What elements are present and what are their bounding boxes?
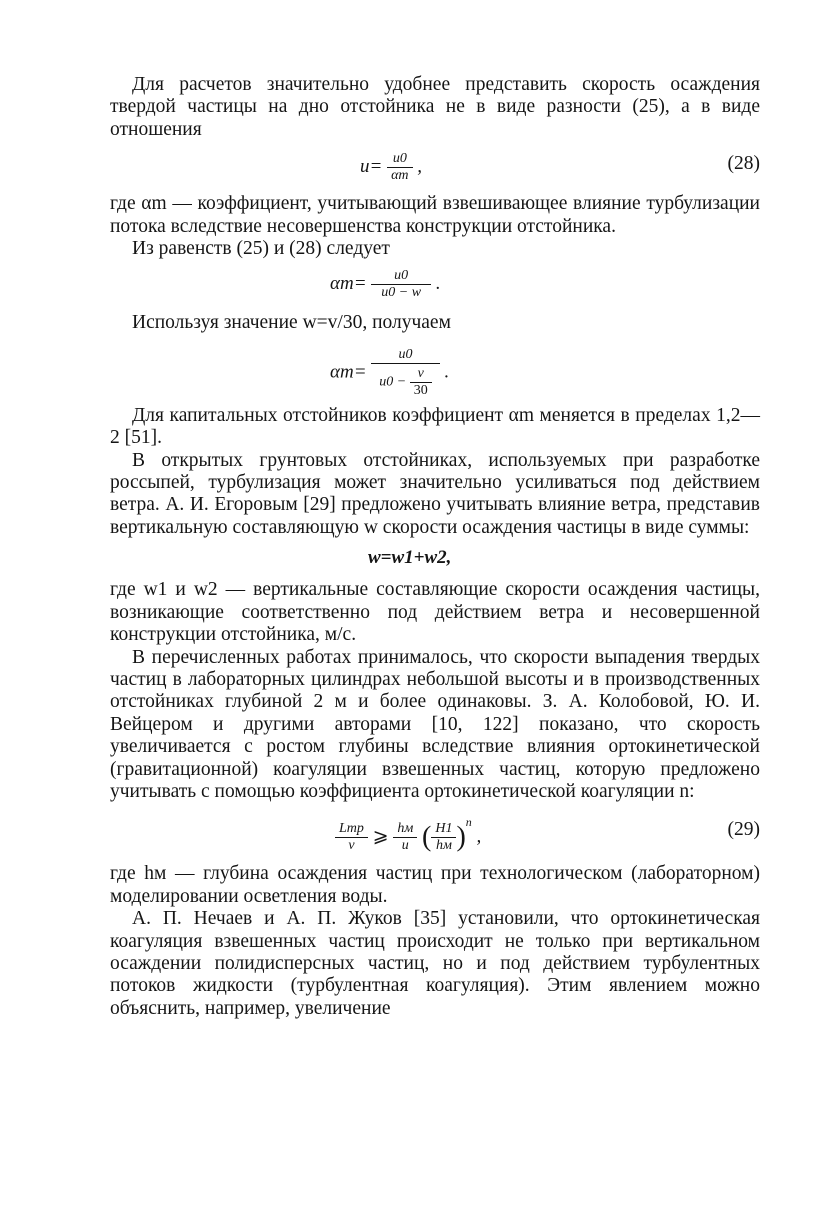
formula-29-right-numerator: hм: [397, 821, 414, 837]
formula-29-paren-numerator: H1: [435, 821, 453, 837]
formula-29-right-denominator: u: [393, 837, 417, 854]
paragraph-6: В открытых грунтовых отстойниках, используемых при разработке россыпей, турбулизация может значительно усиливаться под действием ветра. А. И. Егоровым [29] предложено учитывать влияние ветра, представив вертикальную составляющую w скорости осаждения частицы в виде суммы:: [110, 449, 760, 538]
formula-alpha-2-lhs: αm=: [330, 361, 367, 383]
formula-alpha-1: [110, 260, 760, 312]
formula-alpha-2: [110, 335, 760, 405]
formula-29-paren-fraction: [431, 821, 456, 854]
formula-28: [110, 141, 760, 193]
formula-alpha-2-inner-denominator: 30: [410, 382, 432, 399]
formula-28-denominator: αm: [387, 167, 412, 184]
formula-29-expression: [335, 811, 481, 854]
formula-28-expression: [360, 151, 422, 184]
formula-29-open-paren: (: [422, 821, 432, 853]
page-body: [110, 74, 760, 1020]
paragraph-8: В перечисленных работах принималось, что скорости выпадения твердых частиц в лабораторных цилиндрах небольшой высоты и в производственных отстойниках глубиной 2 м и более одинаковы. З. А. Колобовой, Ю. И. Вейцером и другими авторами [10, 122] показано, что скорость увеличивается с ростом глубины вследствие влияния ортокинетической (гравитационной) коагуляции взвешенных частиц, которую предложено учитывать с помощью коэффициента ортокинетической коагуляции n:: [110, 646, 760, 802]
formula-28-lhs: u=: [360, 156, 383, 178]
formula-alpha-1-lhs: αm=: [330, 273, 367, 295]
formula-28-numerator: u0: [392, 151, 407, 167]
paragraph-5: Для капитальных отстойников коэффициент αm меняется в пределах 1,2—2 [51].: [110, 404, 760, 449]
formula-29: [110, 803, 760, 863]
paragraph-3: Из равенств (25) и (28) следует: [132, 238, 390, 260]
formula-alpha-2-period: .: [444, 361, 450, 383]
formula-alpha-2-expression: [330, 347, 449, 399]
paragraph-9: где hм — глубина осаждения частиц при технологическом (лабораторном) моделировании осветления воды.: [110, 863, 760, 907]
formula-alpha-1-denominator: u0 − w: [371, 284, 431, 301]
formula-29-exponent: n: [465, 815, 472, 830]
paragraph-1: Для расчетов значительно удобнее представить скорость осаждения твердой частицы на дно отстойника не в виде разности (25), а в виде отношения: [110, 74, 760, 140]
formula-alpha-2-fraction: [371, 347, 439, 399]
formula-28-number: (28): [727, 153, 760, 175]
formula-alpha-2-inner-fraction: [410, 366, 432, 399]
formula-sum: [110, 539, 760, 579]
formula-29-number: (29): [727, 819, 760, 841]
formula-sum-expression: w=w1+w2,: [368, 547, 452, 569]
paragraph-7: где w1 и w2 — вертикальные составляющие скорости осаждения частицы, возникающие соответственно под действием ветра и несовершенной конструкции отстойника, м/с.: [110, 579, 760, 646]
formula-alpha-1-expression: [330, 268, 441, 301]
formula-29-relation: ⩾: [372, 826, 389, 848]
formula-alpha-2-denominator-left: u0 −: [379, 374, 407, 390]
formula-alpha-1-period: .: [435, 273, 441, 295]
formula-28-comma: ,: [417, 156, 423, 178]
formula-29-close-paren: ): [456, 821, 466, 853]
formula-alpha-1-fraction: [371, 268, 431, 301]
formula-alpha-2-inner-numerator: v: [417, 365, 424, 381]
formula-29-paren-denominator: hм: [431, 837, 456, 854]
formula-29-left-fraction: [335, 821, 368, 854]
formula-alpha-2-numerator: u0: [398, 346, 413, 362]
formula-alpha-2-denominator: [371, 363, 439, 399]
formula-29-left-denominator: v: [335, 837, 368, 854]
paragraph-4: Используя значение w=v/30, получаем: [132, 312, 451, 334]
formula-29-right-fraction: [393, 821, 417, 854]
formula-28-fraction: [387, 151, 412, 184]
formula-alpha-1-numerator: u0: [394, 268, 409, 284]
formula-29-comma: ,: [476, 826, 482, 848]
formula-29-left-numerator: Lтр: [339, 821, 364, 837]
paragraph-2: где αm — коэффициент, учитывающий взвешивающее влияние турбулизации потока вследствие несовершенства конструкции отстойника.: [110, 193, 760, 237]
paragraph-10: А. П. Нечаев и А. П. Жуков [35] установили, что ортокинетическая коагуляция взвешенных частиц происходит не только при вертикальном осаждении полидисперсных частиц, но и под действием турбулентных потоков жидкости (турбулентная коагуляция). Этим явлением можно объяснить, например, увеличение: [110, 908, 760, 1019]
